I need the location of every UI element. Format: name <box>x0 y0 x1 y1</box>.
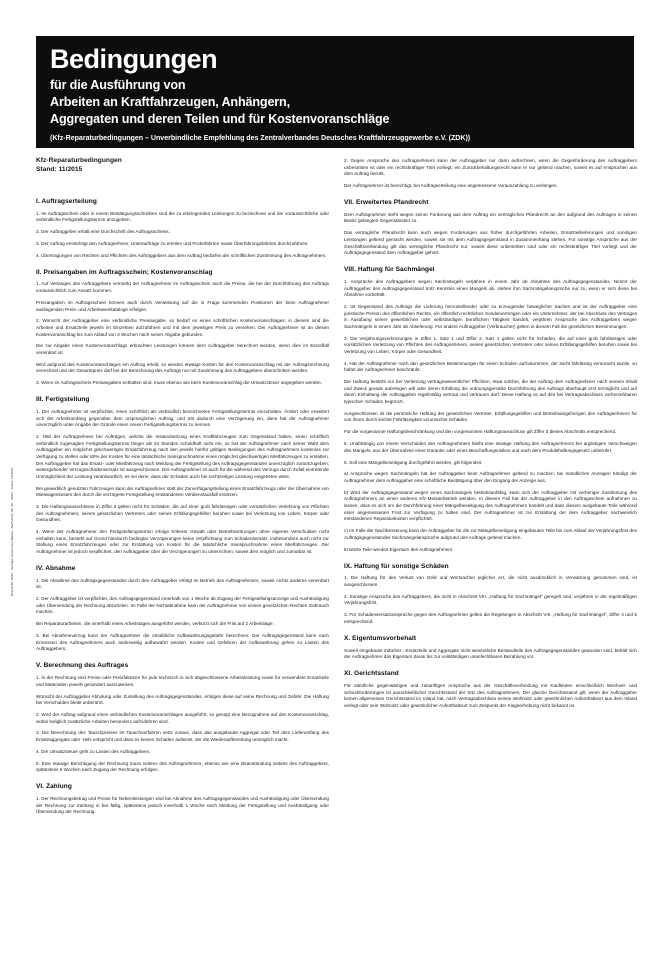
section-heading: I. Auftragserteilung <box>36 198 97 205</box>
section-paragraph: 3. Wenn im Auftragsschein Preisangaben enthalten sind, muss ebenso wie beim Kostenvoranschlag die Umsatzsteuer angegeben werden. <box>36 380 322 386</box>
section-heading: VII. Erweitertes Pfandrecht <box>344 199 429 207</box>
section-heading: IX. Haftung für sonstige Schäden <box>344 562 449 570</box>
section-heading: XI. Gerichtsstand <box>344 670 399 678</box>
section-paragraph: 4. Die Umsatzsteuer geht zu Lasten des Auftraggebers. <box>36 748 151 754</box>
section-paragraph: 3. Die Berechnung des Tauschpreises im Tauschverfahren setzt voraus, dass das ausgebaute Aggregat oder Teil dem Lieferumfang des Ersatzaggregats oder -teils entspricht und dass es keinen Schaden aufweist, der die Wiederaufbereitung unmöglich macht. <box>36 730 329 742</box>
section-paragraph: Die Haftung besteht nur bei Verletzung vertragswesentlicher Pflichten, etwa solcher, die der Auftrag dem Auftragnehmer nach seinem Inhalt und Zweck gerade auferlegen will oder deren Erfüllung die ordnungsgemäße Durchführung des Auftrags überhaupt erst ermöglicht und auf deren Einhaltung der Auftraggeber regelmäßig vertraut und vertrauen darf. Diese Haftung ist auf den bei Vertragsabschluss vorhersehbaren typischen Schaden begrenzt. <box>344 379 637 404</box>
section-paragraph: 1. In der Rechnung sind Preise oder Preisfaktoren für jede technisch in sich abgeschlossene Arbeitsleistung sowie für verwendete Ersatzteile und Materialien jeweils gesondert auszuweisen. <box>36 675 329 687</box>
section-paragraph: Bei Reparaturarbeiten, die innerhalb eines Arbeitstages ausgeführt werden, verkürzt sich die Frist auf 2 Arbeitstage. <box>36 621 274 627</box>
text-column-right <box>344 158 637 709</box>
section-paragraph: Dem Auftragnehmer steht wegen seiner Forderung aus dem Auftrag ein vertragliches Pfandrecht an den aufgrund des Auftrages in seinen Besitz gelangten Gegenständen zu. <box>344 211 637 224</box>
section-paragraph: 3. Bei Abnahmeverzug kann der Auftragnehmer die ortsübliche Aufbewahrungsgebühr berechnen. Der Auftragsgegenstand kann nach Ermessen des Auftragnehmers auch anderweitig aufbewahrt werden. Kosten und Gefahren der Aufbewahrung gehen zu Lasten des Auftraggebers. <box>36 633 329 652</box>
section-paragraph: Ausgeschlossen ist die persönliche Haftung der gesetzlichen Vertreter, Erfüllungsgehilfen und Betriebsangehörigen des Auftragnehmers für von ihnen durch leichte Fahrlässigkeit verursachte Schäden. <box>344 410 637 423</box>
section-paragraph: 1. Die Abnahme des Auftragsgegenstandes durch den Auftraggeber erfolgt im Betrieb des Auftragnehmers, soweit nichts anderes vereinbart ist. <box>36 577 329 590</box>
section-paragraph: 1. Die Haftung für den Verlust von Geld und Wertsachen jeglicher Art, die nicht ausdrücklich in Verwahrung genommen sind, ist ausgeschlossen. <box>344 575 637 587</box>
subtitle-line-2: Arbeiten an Kraftfahrzeugen, Anhängern, <box>50 94 290 109</box>
section-paragraph: Preisangaben im Auftragsschein können auch durch Verweisung auf die in Frage kommenden Positionen der beim Auftragnehmer ausliegenden Preis- und Arbeitswertkataloge erfolgen. <box>36 299 329 312</box>
section-paragraph: 2. Wünscht der Auftraggeber eine verbindliche Preisangabe, so bedarf es eines schriftlichen Kostenvoranschlages; in diesem sind die Arbeiten und Ersatzteile jeweils im Einzelnen aufzuführen und mit dem jeweiligen Preis zu versehen. Der Auftragnehmer ist an diesen Kostenvoranschlag bis zum Ablauf von 3 Wochen nach seiner Abgabe gebunden. <box>36 318 329 337</box>
section-paragraph: Wird aufgrund des Kostenvoranschlages ein Auftrag erteilt, so werden etwaige Kosten für den Kostenvoranschlag mit der Auftragsrechnung verrechnet und der Gesamtpreis darf bei der Berechnung des Auftrags nur mit Zustimmung des Auftraggebers überschritten werden. <box>36 361 329 374</box>
section-paragraph: Für sämtliche gegenwärtigen und zukünftigen Ansprüche aus der Geschäftsverbindung mit Kaufleuten einschließlich Wechsel- und Scheckforderungen ist ausschließlicher Gerichtsstand der Sitz des Auftragnehmers. Der gleiche Gerichtsstand gilt, wenn der Auftraggeber keinen allgemeinen Gerichtsstand im Inland hat, nach Vertragsabschluss seinen Wohnsitz oder gewöhnlichen Aufenthaltsort aus dem Inland verlegt oder sein Wohnsitz oder gewöhnlicher Aufenthaltsort zum Zeitpunkt der Klageerhebung nicht bekannt ist. <box>344 682 637 708</box>
section-paragraph: 4. Wenn der Auftragnehmer den Fertigstellungstermin infolge höherer Gewalt oder Betriebsstörungen ohne eigenes Verschulden nicht einhalten kann, besteht auf Grund hierdurch bedingter Verzögerungen keine Verpflichtung zum Schadensersatz, insbesondere auch nicht zur Stellung eines Ersatzfahrzeuges oder zur Erstattung von Kosten für die tatsächliche Inanspruchnahme eines Mietfahrzeuges. Der Auftragnehmer ist jedoch verpflichtet, den Auftraggeber über die Verzögerungen zu unterrichten, soweit dies möglich und zumutbar ist. <box>36 529 329 554</box>
section-paragraph: 3. Die Verjährungsverkürzungen in Ziffer 1, Satz 1 und Ziffer 2, Satz 1 gelten nicht für Schäden, die auf einer grob fahrlässigen oder vorsätzlichen Verletzung von Pflichten des Auftragnehmers, seines gesetzlichen Vertreters oder seines Erfüllungsgehilfen beruhen sowie bei Verletzung von Leben, Körper oder Gesundheit. <box>344 335 637 354</box>
section-paragraph: 3. Die Haftungsausschlüsse in Ziffer 2 gelten nicht für Schäden, die auf einer grob fahrlässigen oder vorsätzlichen Verletzung von Pflichten des Auftragnehmers, seines gesetzlichen Vertreters oder seines Erfüllungsgehilfen beruhen sowie bei Verletzung von Leben, Körper oder Gesundheit. <box>36 504 329 523</box>
section-paragraph: 1. Der Auftragnehmer ist verpflichtet, einen schriftlich als verbindlich bezeichneten Fertigstellungstermin einzuhalten. Ändert oder erweitert sich der Arbeitsumfang gegenüber dem ursprünglichen Auftrag, und tritt dadurch eine Verzögerung ein, dann hat der Auftragnehmer unverzüglich unter Angabe der Gründe einen neuen Fertigstellungstermin zu nennen. <box>36 409 329 428</box>
section-paragraph: 2. Wird der Auftrag aufgrund eines verbindlichen Kostenvoranschlages ausgeführt, so genügt eine Bezugnahme auf den Kostenvoranschlag, wobei lediglich zusätzliche Arbeiten besonders aufzuführen sind. <box>36 711 329 724</box>
document-title: Bedingungen <box>50 44 218 74</box>
section-paragraph: Das vertragliche Pfandrecht kann auch wegen Forderungen aus früher durchgeführten Arbeiten, Ersatzteillieferungen und sonstigen Leistungen geltend gemacht werden, soweit sie mit dem Auftragsgegenstand in Zusammenhang stehen. Für sonstige Ansprüche aus der Geschäftsverbindung gilt das vertragliche Pfandrecht nur, soweit diese unbestritten sind oder ein rechtskräftiger Titel vorliegt und der Auftragsgegenstand dem Auftraggeber gehört. <box>344 230 637 256</box>
masthead-banner <box>36 36 634 148</box>
section-heading: VI. Zahlung <box>36 783 72 791</box>
subtitle-line-1: für die Ausführung von <box>50 77 186 92</box>
section-heading: VIII. Haftung für Sachmängel <box>344 266 435 274</box>
section-paragraph: Für die vorgenannte Haftungsbeschränkung und den vorgenannten Haftungsausschluss gilt Ziffer 3 dieses Abschnitts entsprechend. <box>344 429 617 435</box>
section-paragraph: 1. Auf Verlangen des Auftraggebers vermerkt der Auftragnehmer im Auftragsschein auch die Preise, die bei der Durchführung des Auftrags voraussichtlich zum Ansatz kommen. <box>36 281 329 294</box>
document-id-block <box>36 156 122 175</box>
section-paragraph: 6. Soll eine Mängelbeseitigung durchgeführt werden, gilt folgendes: <box>344 459 483 465</box>
subtitle-line-3: Aggregaten und deren Teilen und für Kostenvoranschläge <box>50 111 390 126</box>
section-heading: X. Eigentumsvorbehalt <box>344 634 417 642</box>
section-paragraph: 2. Gegen Ansprüche des Auftragnehmers kann der Auftraggeber nur dann aufrechnen, wenn die Gegenforderung des Auftraggebers unbestritten ist oder ein rechtskräftiger Titel vorliegt; ein Zurückbehaltungsrecht kann er nur geltend machen, soweit es auf Ansprüchen aus dem Auftrag beruht. <box>344 158 637 177</box>
section-paragraph: Bei gewerblich genutzten Fahrzeugen kann der Auftragnehmer statt der Zurverfügungstellung eines Ersatzfahrzeugs oder der Übernahme von Mietwagenkosten den durch die verzögerte Fertigstellung entstandenen Verdienstausfall ersetzen. <box>36 485 329 498</box>
section-paragraph: a) Ansprüche wegen Sachmängeln hat der Auftraggeber beim Auftragnehmer geltend zu machen; bei mündlichen Anzeigen händigt der Auftragnehmer dem Auftraggeber eine schriftliche Bestätigung über den Eingang der Anzeige aus. <box>344 471 637 483</box>
section-paragraph: 3. Für Schadensersatzansprüche gegen den Auftragnehmer gelten die Regelungen in Abschnitt VIII. „Haftung für Sachmängel“, Ziffer 4 und 5 entsprechend. <box>344 612 637 624</box>
publisher-imprint-vertical: Bestell-Nr. 0084 · Springer Automotive Media · Nachdruck (Bl. 20 · ZDK) · Stand: 12/2015 <box>10 467 14 596</box>
text-column-left <box>36 198 329 816</box>
section-heading: II. Preisangaben im Auftragsschein; Kostenvoranschlag <box>36 268 213 276</box>
section-paragraph: 4. Hat der Auftragnehmer nach den gesetzlichen Bestimmungen für einen Schaden aufzukommen, der leicht fahrlässig verursacht wurde, so haftet der Auftragnehmer beschränkt. <box>344 360 637 373</box>
section-paragraph: 2. Sonstige Ansprüche des Auftraggebers, die nicht in Abschnitt VIII. „Haftung für Sachmängel“ geregelt sind, verjähren in der regelmäßigen Verjährungsfrist. <box>344 593 637 606</box>
section-paragraph: 3. Der Auftrag ermächtigt den Auftragnehmer, Unteraufträge zu erteilen und Probefahrten sowie Überführungsfahrten durchzuführen. <box>36 240 309 246</box>
section-paragraph: 2. Hält der Auftragnehmer bei Aufträgen, welche die Instandsetzung eines Kraftfahrzeuges zum Gegenstand haben, einen schriftlich verbindlich zugesagten Fertigstellungstermin länger als 24 Stunden schuldhaft nicht ein, so hat der Auftragnehmer nach seiner Wahl dem Auftraggeber ein möglichst gleichwertiges Ersatzfahrzeug nach den jeweils hierfür gültigen Bedingungen des Auftragnehmers kostenlos zur Verfügung zu stellen oder 80% der Kosten für eine tatsächliche Inanspruchnahme eines möglichst gleichwertigen Mietfahrzeuges zu erstatten. Der Auftraggeber hat das Ersatz- oder Mietfahrzeug nach Meldung der Fertigstellung des Auftragsgegenstandes unverzüglich zurückzugeben; weitergehender Verzugsschadensersatz ist ausgeschlossen. Der Auftragnehmer ist auch für die während des Verzugs durch Zufall eintretende Unmöglichkeit der Leistung verantwortlich, es sei denn, dass der Schaden auch bei rechtzeitiger Leistung eingetreten wäre. <box>36 434 329 479</box>
section-paragraph: 1. Ansprüche des Auftraggebers wegen Sachmängeln verjähren in einem Jahr ab Abnahme des Auftragsgegenstandes. Nimmt der Auftraggeber den Auftragsgegenstand trotz Kenntnis eines Mangels ab, stehen ihm Sachmängelansprüche nur zu, wenn er sich diese bei Abnahme vorbehält. <box>344 278 637 298</box>
section-paragraph: 4. Übertragungen von Rechten und Pflichten des Auftraggebers aus dem Auftrag bedürfen der schriftlichen Zustimmung des Auftragnehmers. <box>36 252 327 258</box>
section-paragraph: Der Auftragnehmer ist berechtigt, bei Auftragserteilung eine angemessene Vorauszahlung zu verlangen. <box>344 183 558 189</box>
section-heading: IV. Abnahme <box>36 565 76 573</box>
document-id-name: Kfz-Reparaturbedingungen <box>36 157 122 164</box>
section-paragraph: 2. Der Auftraggeber erhält eine Durchschrift des Auftragsscheins. <box>36 229 170 235</box>
document-revision-date: Stand: 11/2015 <box>36 166 83 174</box>
section-paragraph: Die zur Abgabe eines Kostenvoranschlags erbrachten Leistungen können dem Auftraggeber berechnet werden, wenn dies im Einzelfall vereinbart ist. <box>36 343 329 355</box>
section-paragraph: 5. Eine etwaige Berichtigung der Rechnung muss seitens des Auftragnehmers, ebenso wie eine Beanstandung seitens des Auftraggebers, spätestens 6 Wochen nach Zugang der Rechnung erfolgen. <box>36 760 329 773</box>
section-paragraph: Soweit eingebaute Zubehör-, Ersatzteile und Aggregate nicht wesentliche Bestandteile des Auftragsgegenstandes geworden sind, behält sich der Auftragnehmer das Eigentum daran bis zur vollständigen unanfechtbaren Bezahlung vor. <box>344 647 637 660</box>
section-paragraph: 1. Im Auftragsschein oder in einem Bestätigungsschreiben sind die zu erbringenden Leistungen zu bezeichnen und der voraussichtliche oder verbindliche Fertigstellungstermin anzugeben. <box>36 210 329 223</box>
section-paragraph: 5. Unabhängig von einem Verschulden des Auftragnehmers bleibt eine etwaige Haftung des Auftragnehmers bei arglistigem Verschweigen des Mangels, aus der Übernahme einer Garantie oder eines Beschaffungsrisikos und nach dem Produkthaftungsgesetz unberührt. <box>344 441 637 453</box>
section-paragraph: Wünscht der Auftraggeber Abholung oder Zustellung des Auftragsgegenstandes, erfolgen diese auf seine Rechnung und Gefahr. Die Haftung bei Verschulden bleibt unberührt. <box>36 693 329 706</box>
section-paragraph: c) Im Falle der Nachbesserung kann der Auftraggeber für die zur Mängelbeseitigung eingebauten Teile bis zum Ablauf der Verjährungsfrist des Auftragsgegenstandes Sachmängelansprüche aufgrund des Auftrags geltend machen. <box>344 528 637 540</box>
section-paragraph: 2. Der Auftraggeber ist verpflichtet, den Auftragsgegenstand innerhalb von 1 Woche ab Zugang der Fertigstellungsanzeige und Aushändigung oder Übersendung der Rechnung abzuholen. Im Falle der Nichtabnahme kann der Auftragnehmer von seinen gesetzlichen Rechten Gebrauch machen. <box>36 596 329 615</box>
section-paragraph: 2. Ist Gegenstand des Auftrags die Lieferung herzustellender oder zu erzeugender beweglicher Sachen und ist der Auftraggeber eine juristische Person des öffentlichen Rechts, ein öffentlich-rechtliches Sondervermögen oder ein Unternehmer, der bei Abschluss des Vertrages in Ausübung seiner gewerblichen oder selbständigen beruflichen Tätigkeit handelt, verjähren Ansprüche des Auftraggebers wegen Sachmängeln in einem Jahr ab Ablieferung. Für andere Auftraggeber (Verbraucher) gelten in diesem Fall die gesetzlichen Bestimmungen. <box>344 303 637 329</box>
section-paragraph: 1. Der Rechnungsbetrag und Preise für Nebenleistungen sind bei Abnahme des Auftragsgegenstandes und Aushändigung oder Übersendung der Rechnung zur Zahlung in bar fällig, spätestens jedoch innerhalb 1 Woche nach Meldung der Fertigstellung und Aushändigung oder Übersendung der Rechnung. <box>36 796 329 815</box>
section-paragraph: Ersetzte Teile werden Eigentum des Auftragnehmers. <box>344 546 454 552</box>
section-heading: V. Berechnung des Auftrages <box>36 662 129 670</box>
masthead-subtitle <box>50 77 620 129</box>
masthead-source-note: (Kfz-Reparaturbedingungen – Unverbindliche Empfehlung des Zentralverbandes Deutsches Kraftfahrzeuggewerbe e.V. (ZDK)) <box>50 134 471 143</box>
section-paragraph: b) Wird der Auftragsgegenstand wegen eines Sachmangels betriebsunfähig, kann sich der Auftraggeber mit vorheriger Zustimmung des Auftragnehmers an einen anderen Kfz-Meisterbetrieb wenden. In diesem Fall hat der Auftraggeber in den Auftragsschein aufnehmen zu lassen, dass es sich um die Durchführung einer Mängelbeseitigung des Auftragnehmers handelt und dass diesem ausgebaute Teile während einer angemessenen Frist zur Verfügung zu halten sind. Der Auftragnehmer ist zur Erstattung der dem Auftraggeber nachweislich entstandenen Reparaturkosten verpflichtet. <box>344 489 637 522</box>
section-heading: III. Fertigstellung <box>36 396 90 404</box>
